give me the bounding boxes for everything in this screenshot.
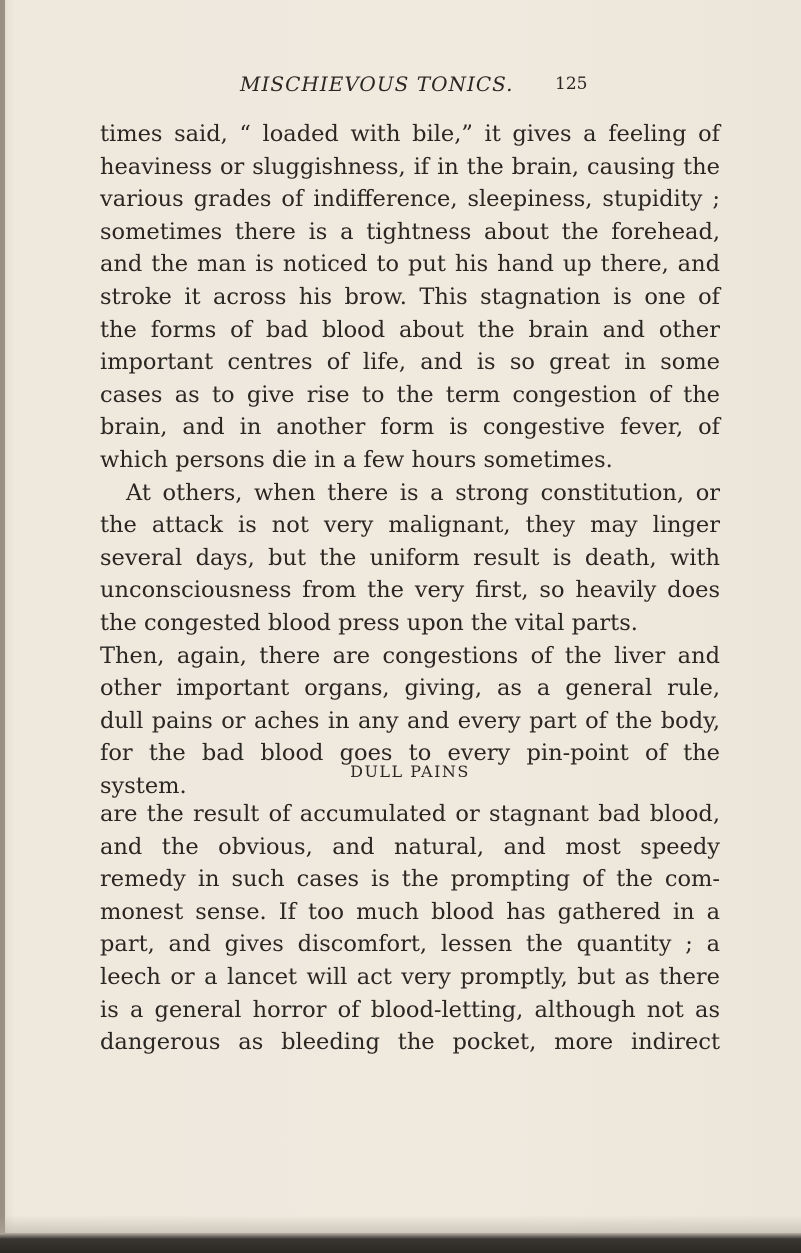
text-line: important centres of life, and is so great in some [100, 349, 720, 376]
text-line: At others, when there is a strong constitution, or [126, 479, 720, 506]
page-bottom-edge [0, 1233, 801, 1253]
text-line: stroke it across his brow. This stagnation is one of [100, 283, 720, 310]
text-line: unconsciousness from the very first, so heavily does [100, 577, 720, 604]
text-line: several days, but the uniform result is death, with [100, 544, 720, 571]
text-line: the attack is not very malignant, they may linger [100, 512, 720, 539]
text-line: other important organs, giving, as a general rule, [100, 675, 720, 702]
body-text [100, 118, 720, 802]
page-number: 125 [555, 74, 588, 94]
text-line: is a general horror of blood-letting, although not as [100, 996, 720, 1023]
text-line: cases as to give rise to the term congestion of the [100, 381, 720, 408]
text-line: dull pains or aches in any and every part of the body, [100, 707, 720, 734]
text-line: leech or a lancet will act very promptly, but as there [100, 963, 720, 990]
page-header [0, 72, 801, 102]
text-line: for the bad blood goes to every pin-point of the [100, 740, 720, 767]
text-line: sometimes there is a tightness about the forehead, [100, 218, 720, 245]
text-line: and the man is noticed to put his hand up there, and [100, 251, 720, 278]
page-binding-edge [0, 0, 5, 1253]
text-line: the forms of bad blood about the brain and other [100, 316, 720, 343]
section-subheading: DULL PAINS [350, 762, 470, 781]
text-line: are the result of accumulated or stagnant bad blood, [100, 801, 720, 827]
text-line: the congested blood press upon the vital parts. [100, 609, 638, 636]
body-text-continued [100, 798, 720, 1059]
text-line: and the obvious, and natural, and most speedy [100, 833, 720, 860]
text-line: brain, and in another form is congestive fever, of [100, 414, 720, 441]
text-line: which persons die in a few hours sometimes. [100, 446, 613, 473]
running-head: MISCHIEVOUS TONICS. [240, 72, 514, 96]
text-line: dangerous as bleeding the pocket, more indirect [100, 1029, 720, 1056]
text-line: Then, again, there are congestions of the liver and [100, 642, 720, 669]
text-line: system. [100, 772, 187, 799]
text-line: part, and gives discomfort, lessen the quantity ; a [100, 931, 720, 958]
page-bottom-shadow [0, 1215, 801, 1235]
text-line: various grades of indifference, sleepiness, stupidity ; [100, 186, 720, 213]
text-line: heaviness or sluggishness, if in the brain, causing the [100, 153, 720, 180]
text-line: times said, “ loaded with bile,” it gives a feeling of [100, 121, 720, 147]
text-line: monest sense. If too much blood has gathered in a [100, 898, 720, 925]
text-line: remedy in such cases is the prompting of the com- [100, 866, 720, 893]
